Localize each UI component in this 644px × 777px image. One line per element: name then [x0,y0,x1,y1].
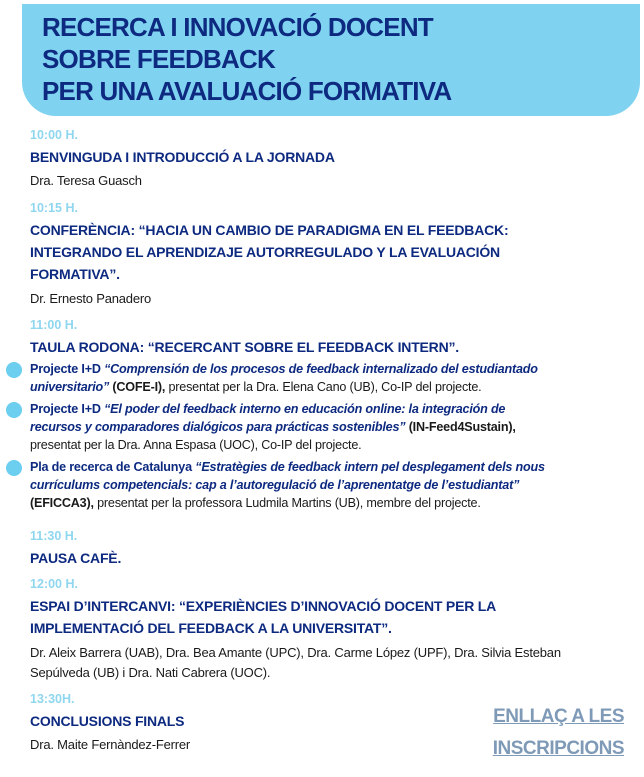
session-title-break: PAUSA CAFÈ. [30,550,122,566]
project-1-line-2 [30,379,481,397]
registration-link-line-2[interactable]: INSCRIPCIONS [492,738,624,759]
project-2-title-a: “El poder del feedback interno en educación online: la integración de [104,402,506,416]
project-3-code: (EFICCA3), [30,496,94,510]
bullet-dot-1 [6,362,22,378]
project-2-presenter: presentat per la Dra. Anna Espasa (UOC), Co-IP del projecte. [30,438,362,452]
bullet-dot-3 [6,460,22,476]
project-2-line-1 [30,401,505,419]
time-1100: 11:00 H. [30,318,78,332]
time-1000: 10:00 H. [30,128,78,142]
project-3-line-1 [30,459,545,477]
project-2-title-b: recursos y comparadores dialógicos para prácticas sostenibles” [30,420,406,434]
speaker-welcome: Dra. Teresa Guasch [30,173,142,188]
speaker-conference: Dr. Ernesto Panadero [30,291,152,306]
project-1-title-b: universitario” [30,380,110,394]
banner-title-line-1: RECERCA I INNOVACIÓ DOCENT [42,12,433,42]
project-3-presenter: presentat per la professora Ludmila Martins (UB), membre del projecte. [97,496,481,510]
project-3-line-2 [30,477,519,495]
project-3-title-b: currículums competencials: cap a l’autoregulació de l’aprenentatge de l’estudiantat” [30,478,520,492]
project-1-title-a: “Comprensión de los procesos de feedback internalizado del estudiantado [104,362,538,376]
project-1-code: (COFE-I), [112,380,166,394]
registration-link-line-1[interactable]: ENLLAÇ A LES [493,706,624,727]
project-3-title-a: “Estratègies de feedback intern pel desplegament dels nous [195,460,545,474]
project-1-label: Projecte I+D [30,362,101,376]
bullet-dot-2 [6,402,22,418]
time-1200: 12:00 H. [30,577,78,591]
session-title-conference-3: FORMATIVA”. [30,266,120,282]
banner-title-line-2: SOBRE FEEDBACK [42,44,275,74]
session-title-roundtable: TAULA RODONA: “RECERCANT SOBRE EL FEEDBACK INTERN”. [30,339,459,355]
time-1015: 10:15 H. [30,201,78,215]
session-title-welcome: BENVINGUDA I INTRODUCCIÓ A LA JORNADA [30,149,335,165]
session-title-conclusions: CONCLUSIONS FINALS [30,713,185,729]
speakers-exchange-1: Dr. Aleix Barrera (UAB), Dra. Bea Amante (UPC), Dra. Carme López (UPF), Dra. Silvia Esteban [30,645,561,660]
project-3-label: Pla de recerca de Catalunya [30,460,192,474]
speaker-conclusions: Dra. Maite Fernàndez-Ferrer [30,737,191,752]
project-2-line-3 [30,437,361,455]
project-2-code: (IN-Feed4Sustain), [408,420,516,434]
project-1-presenter: presentat per la Dra. Elena Cano (UB), Co-IP del projecte. [168,380,482,394]
project-3-line-3 [30,495,481,513]
speakers-exchange-2: Sepúlveda (UB) i Dra. Nati Cabrera (UOC). [30,665,271,680]
time-1330: 13:30H. [30,692,75,706]
project-2-label: Projecte I+D [30,402,101,416]
session-title-exchange-2: IMPLEMENTACIÓ DEL FEEDBACK A LA UNIVERSITAT”. [30,620,392,636]
time-1130: 11:30 H. [30,529,78,543]
banner-title-line-3: PER UNA AVALUACIÓ FORMATIVA [42,76,452,106]
session-title-conference-2: INTEGRANDO EL APRENDIZAJE AUTORREGULADO Y LA EVALUACIÓN [30,244,500,260]
project-1-line-1 [30,361,538,379]
session-title-conference-1: CONFERÈNCIA: “HACIA UN CAMBIO DE PARADIGMA EN EL FEEDBACK: [30,222,509,238]
project-2-line-2 [30,419,516,437]
session-title-exchange-1: ESPAI D’INTERCANVI: “EXPERIÈNCIES D’INNOVACIÓ DOCENT PER LA [30,598,497,614]
